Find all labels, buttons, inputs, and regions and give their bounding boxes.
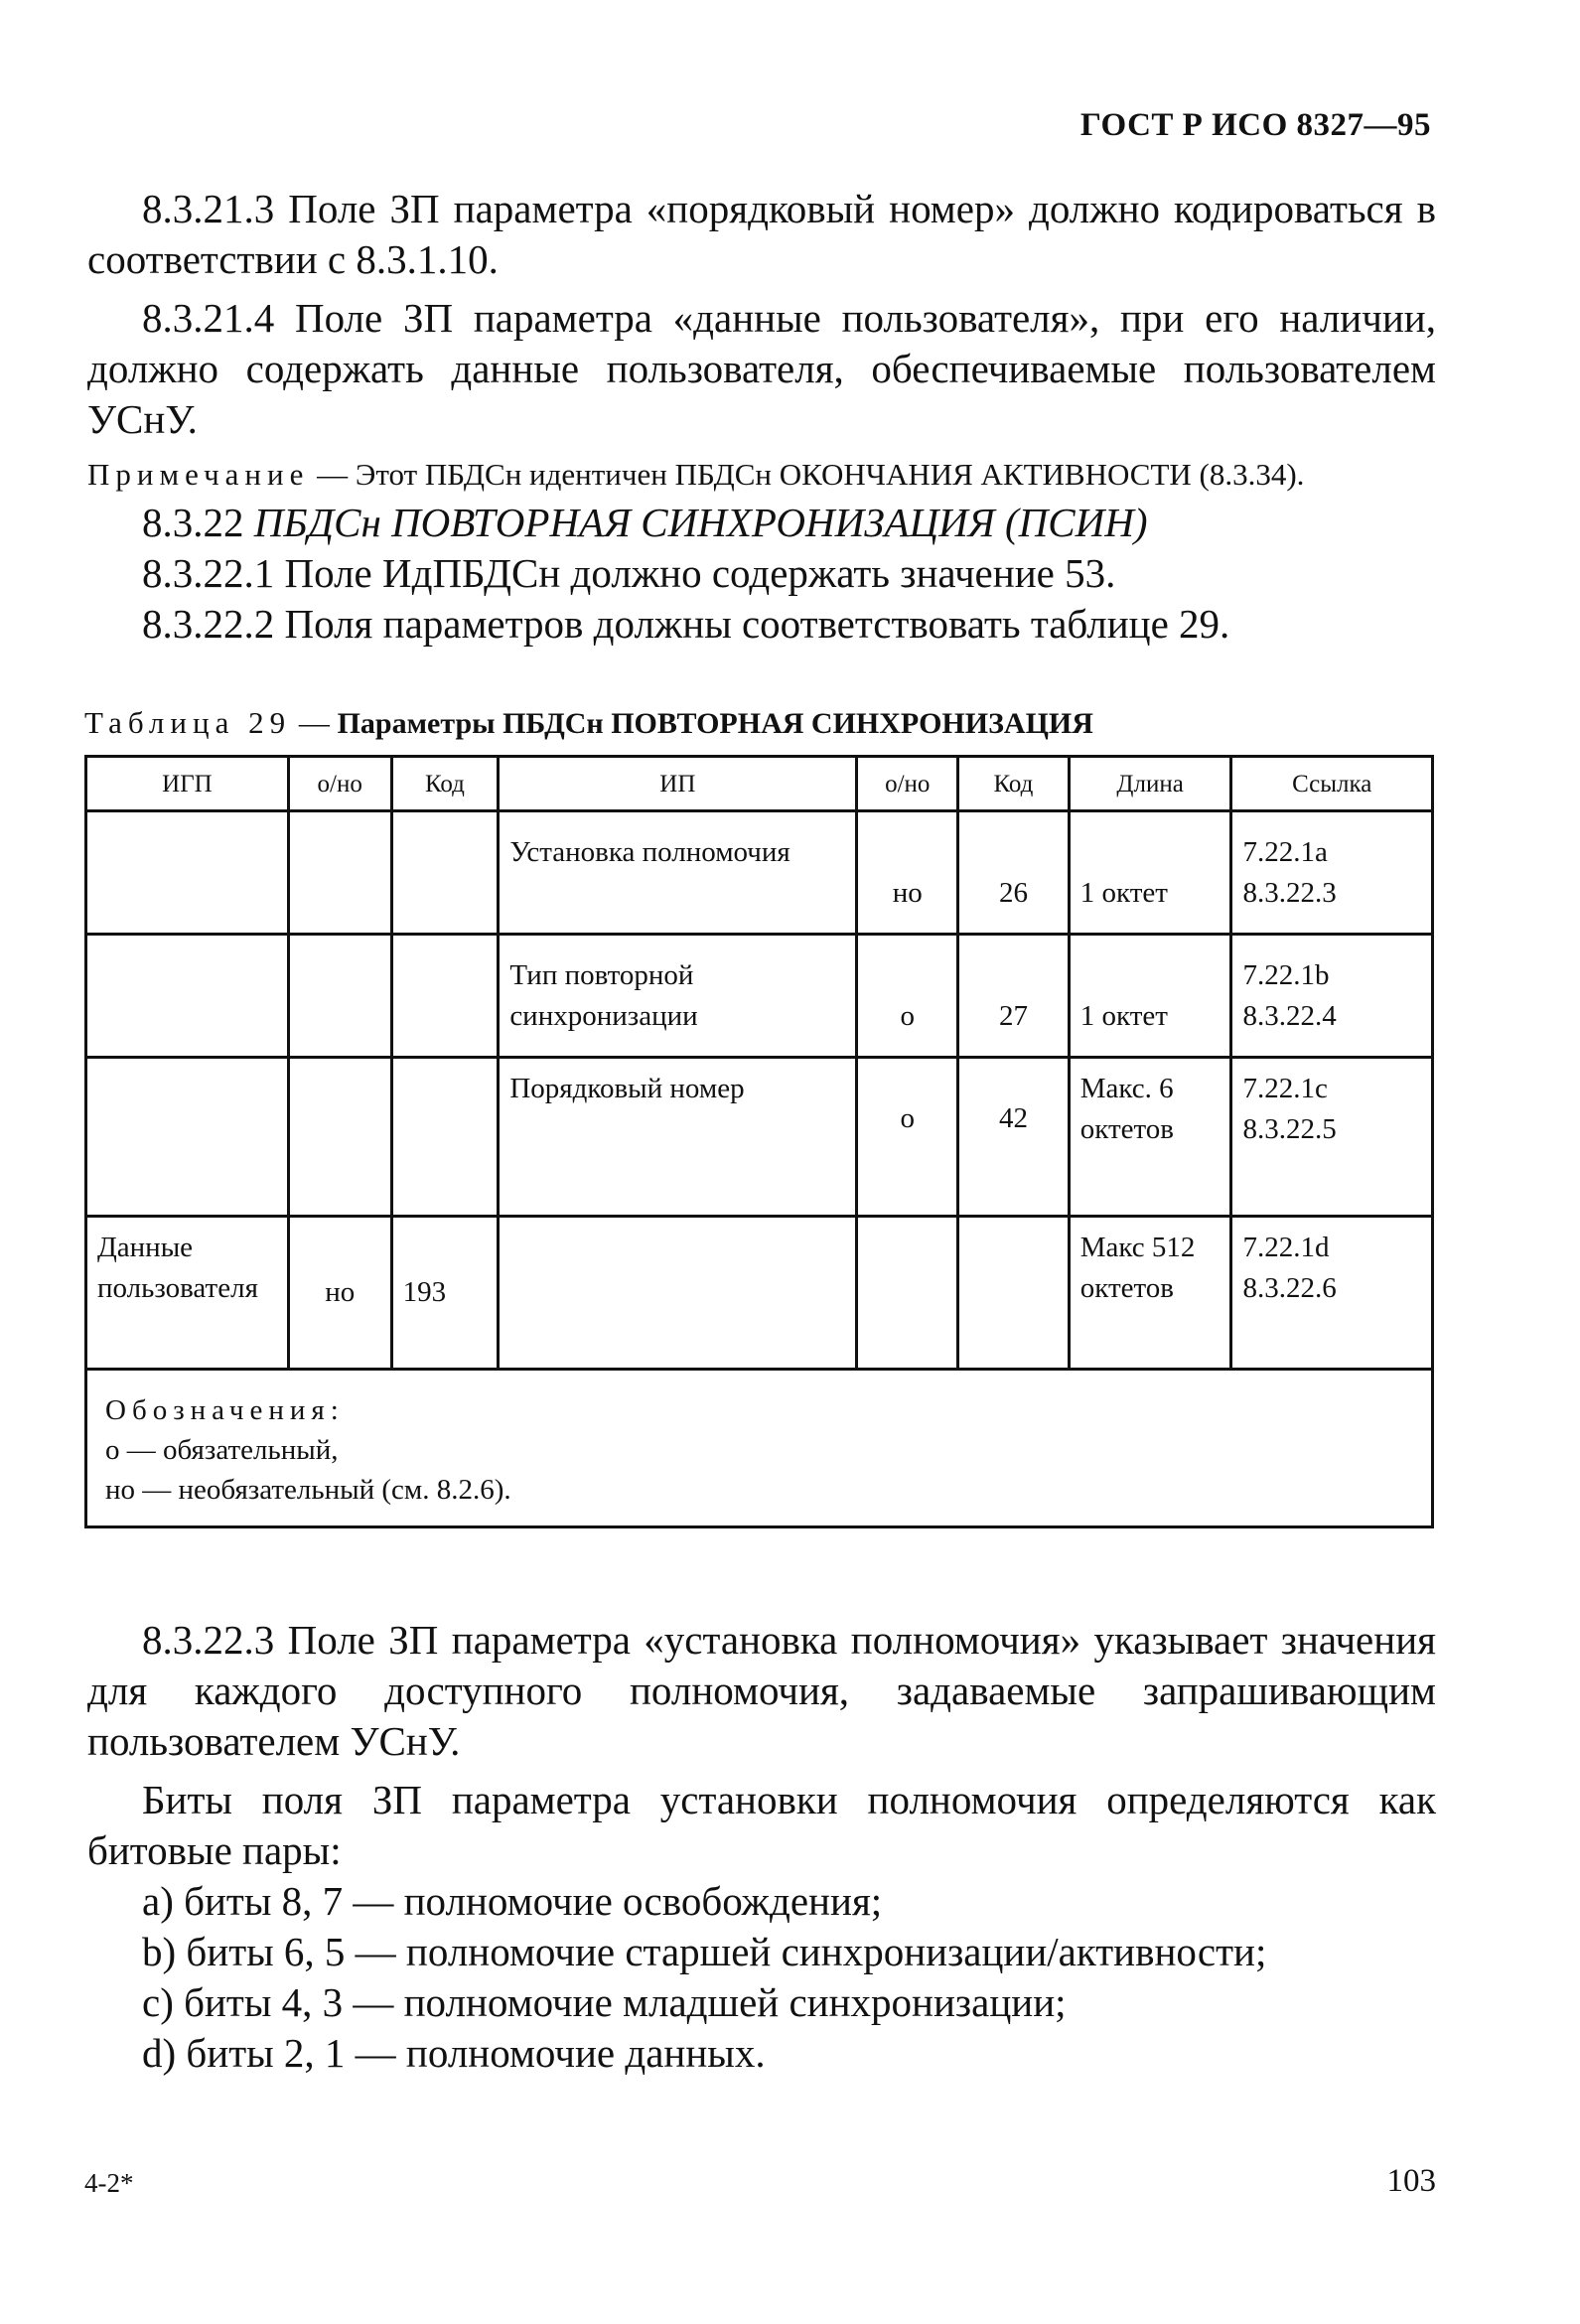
table-caption-label: Таблица 29 <box>84 705 292 740</box>
table-cell: 193 <box>391 1217 499 1370</box>
header-cell: ИП <box>499 757 857 811</box>
table-cell: 26 <box>958 811 1070 935</box>
header-cell: Код <box>391 757 499 811</box>
paragraph-8-3-22-2: 8.3.22.2 Поля параметров должны соответствовать таблице 29. <box>142 601 1230 647</box>
table-row <box>86 811 1433 935</box>
table-cell: Установка полномочия <box>499 811 857 935</box>
table-cell <box>499 1217 857 1370</box>
paragraph-bits: Биты поля ЗП параметра установки полномочия определяются как битовые пары: <box>87 1777 1436 1873</box>
table-cell <box>958 1217 1070 1370</box>
table-cell <box>288 811 391 935</box>
table-cell <box>86 935 289 1058</box>
table-cell: Макс. 6 октетов <box>1069 1058 1231 1217</box>
table-cell: 7.22.1d 8.3.22.6 <box>1231 1217 1433 1370</box>
table-row <box>86 935 1433 1058</box>
table-cell <box>857 1217 958 1370</box>
list-item: b) биты 6, 5 — полномочие старшей синхронизации/активности; <box>142 1929 1267 1974</box>
table-cell: 27 <box>958 935 1070 1058</box>
bottom-text-block <box>87 1615 1436 2079</box>
page-number: 103 <box>1386 2163 1436 2199</box>
legend-item: о — обязательный, <box>105 1434 339 1466</box>
top-text-block <box>87 184 1436 650</box>
standard-header: ГОСТ Р ИСО 8327—95 <box>1079 107 1431 143</box>
legend-row <box>86 1370 1433 1527</box>
legend-cell <box>86 1370 1433 1527</box>
table-cell: 7.22.1c 8.3.22.5 <box>1231 1058 1433 1217</box>
legend-title: Обозначения: <box>105 1394 345 1426</box>
header-cell: о/но <box>288 757 391 811</box>
table-row <box>86 1058 1433 1217</box>
table-cell <box>288 1058 391 1217</box>
table-cell <box>391 935 499 1058</box>
table-cell <box>391 811 499 935</box>
table-cell <box>86 811 289 935</box>
paragraph-8-3-21-4: 8.3.21.4 Поле ЗП параметра «данные пользователя», при его наличии, должно содержать данные пользователя, обеспечиваемые пользователем УСнУ. <box>87 295 1436 442</box>
table-cell: 7.22.1b 8.3.22.4 <box>1231 935 1433 1058</box>
table-cell: Тип повторной синхронизации <box>499 935 857 1058</box>
table-cell: но <box>857 811 958 935</box>
header-cell: Ссылка <box>1231 757 1433 811</box>
note <box>87 457 1436 492</box>
table-cell: 1 октет <box>1069 811 1231 935</box>
footer-signature: 4-2* <box>84 2168 134 2198</box>
section-title: ПБДСн ПОВТОРНАЯ СИНХРОНИЗАЦИЯ (ПСИН) <box>253 500 1148 545</box>
list-item: d) биты 2, 1 — полномочие данных. <box>142 2030 766 2076</box>
table-caption-separator: — <box>291 705 338 740</box>
table-cell: о <box>857 935 958 1058</box>
note-label: Примечание <box>87 457 310 492</box>
table-cell <box>391 1058 499 1217</box>
table-cell: но <box>288 1217 391 1370</box>
table-row <box>86 1217 1433 1370</box>
paragraph-8-3-21-3: 8.3.21.3 Поле ЗП параметра «порядковый номер» должно кодироваться в соответствии с 8.3.1.10. <box>87 186 1436 282</box>
table-cell <box>288 935 391 1058</box>
section-heading-8-3-22 <box>87 498 1436 548</box>
table-header-row <box>86 757 1433 811</box>
note-text: — Этот ПБДСн идентичен ПБДСн ОКОНЧАНИЯ АКТИВНОСТИ (8.3.34). <box>309 457 1305 492</box>
table-cell: Порядковый номер <box>499 1058 857 1217</box>
list-item: с) биты 4, 3 — полномочие младшей синхронизации; <box>142 1979 1067 2025</box>
legend-item: но — необязательный (см. 8.2.6). <box>105 1474 511 1506</box>
table-caption <box>84 705 1093 741</box>
header-cell: Код <box>958 757 1070 811</box>
table-caption-title: Параметры ПБДСн ПОВТОРНАЯ СИНХРОНИЗАЦИЯ <box>337 707 1093 740</box>
table-cell: 1 октет <box>1069 935 1231 1058</box>
list-item: а) биты 8, 7 — полномочие освобождения; <box>142 1878 883 1924</box>
parameters-table <box>84 755 1434 1528</box>
table-cell <box>86 1058 289 1217</box>
header-cell: ИГП <box>86 757 289 811</box>
table-cell: 7.22.1a 8.3.22.3 <box>1231 811 1433 935</box>
section-number: 8.3.22 <box>142 500 254 545</box>
header-cell: Длина <box>1069 757 1231 811</box>
table-cell: Данные пользователя <box>86 1217 289 1370</box>
table-cell: Макс 512 октетов <box>1069 1217 1231 1370</box>
paragraph-8-3-22-1: 8.3.22.1 Поле ИдПБДСн должно содержать значение 53. <box>142 550 1116 596</box>
table-cell: 42 <box>958 1058 1070 1217</box>
table-cell: о <box>857 1058 958 1217</box>
header-cell: о/но <box>857 757 958 811</box>
paragraph-8-3-22-3: 8.3.22.3 Поле ЗП параметра «установка полномочия» указывает значения для каждого доступного полномочия, задаваемые запрашивающим пользователем УСнУ. <box>87 1617 1436 1764</box>
